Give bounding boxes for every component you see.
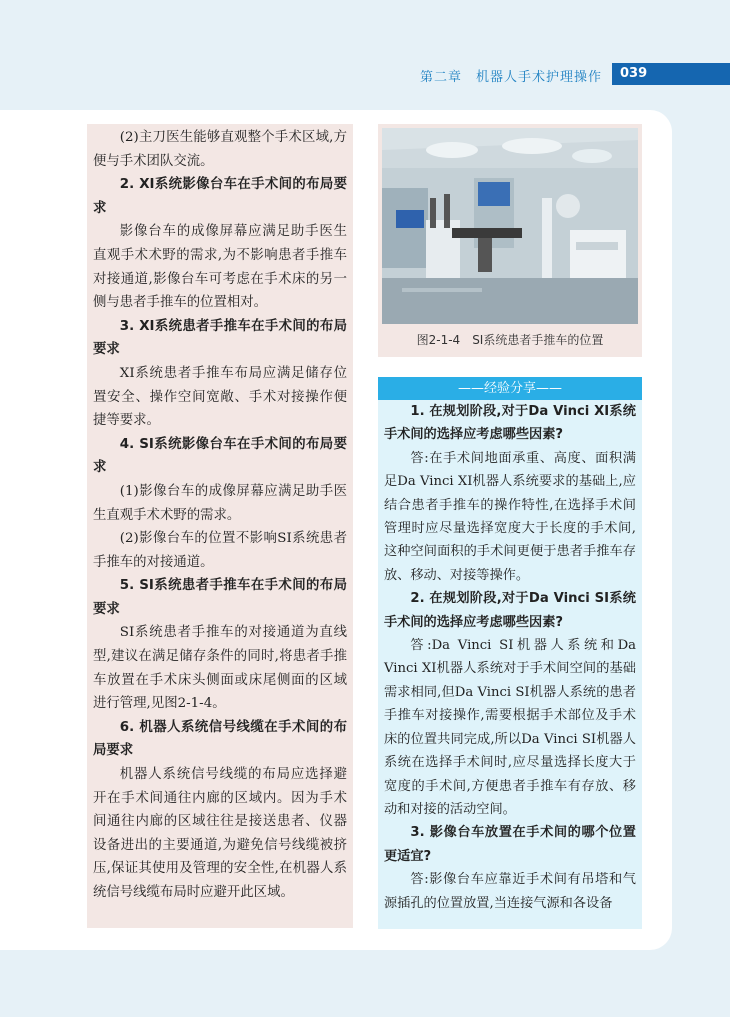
- page-header: [0, 0, 730, 110]
- paragraph: XI系统患者手推车布局应满足储存位置安全、操作空间宽敞、手术对接操作便捷等要求。: [93, 365, 347, 429]
- answer: 答:在手术间地面承重、高度、面积满足Da Vinci XI机器人系统要求的基础上,应结合患者手推车的操作特性,在选择手术间管理时应尽量选择宽度大于长度的手术间,这种空间面积的手术间更便于患者手推车存放、移动、对接等操作。: [384, 450, 636, 583]
- experience-title: ——经验分享——: [378, 377, 642, 400]
- chapter-title: 第二章 机器人手术护理操作: [419, 70, 602, 85]
- paragraph: (2)主刀医生能够直观整个手术区域,方便与手术团队交流。: [93, 130, 347, 169]
- experience-sharing-box: [378, 377, 642, 929]
- left-column: [87, 124, 353, 928]
- figure-2-1-4: [378, 124, 642, 357]
- paragraph: (1)影像台车的成像屏幕应满足助手医生直观手术术野的需求。: [93, 483, 347, 523]
- section-heading: 6. 机器人系统信号线缆在手术间的布局要求: [93, 719, 347, 759]
- question: 2. 在规划阶段,对于Da Vinci SI系统手术间的选择应考虑哪些因素?: [384, 591, 636, 630]
- section-heading: 3. XI系统患者手推车在手术间的布局要求: [93, 318, 347, 358]
- question: 3. 影像台车放置在手术间的哪个位置更适宜?: [384, 825, 636, 864]
- page-number: 039: [612, 63, 730, 85]
- answer: 答:Da Vinci SI机器人系统和Da Vinci XI机器人系统对于手术间空间的基础需求相同,但Da Vinci SI机器人系统的患者手推车对接操作,需要根据手术部位及手术床的位置共同完成,所以Da Vinci SI机器人系统在选择手术间时,应尽量选择长度大于宽度的手术间,方便患者手推车有存放、移动和对接的活动空间。: [384, 638, 636, 817]
- section-heading: 4. SI系统影像台车在手术间的布局要求: [93, 436, 347, 476]
- paragraph: 影像台车的成像屏幕应满足助手医生直观手术术野的需求,为不影响患者手推车对接通道,影像台车可考虑在手术床的另一侧与患者手推车的位置相对。: [93, 224, 347, 311]
- answer: 答:影像台车应靠近手术间有吊塔和气源插孔的位置放置,当连接气源和各设备: [384, 872, 636, 911]
- figure-caption: 图2-1-4 SI系统患者手推车的位置: [416, 333, 604, 347]
- operating-room-photo: [382, 128, 638, 324]
- question: 1. 在规划阶段,对于Da Vinci XI系统手术间的选择应考虑哪些因素?: [384, 404, 636, 443]
- section-heading: 5. SI系统患者手推车在手术间的布局要求: [93, 578, 347, 617]
- section-heading: 2. XI系统影像台车在手术间的布局要求: [93, 177, 347, 216]
- paragraph: (2)影像台车的位置不影响SI系统患者手推车的对接通道。: [93, 531, 347, 570]
- paragraph: SI系统患者手推车的对接通道为直线型,建议在满足储存条件的同时,将患者手推车放置在手术床头侧面或床尾侧面的区域进行管理,见图2-1-4。: [93, 625, 347, 712]
- paragraph: 机器人系统信号线缆的布局应选择避开在手术间通往内廊的区域内。因为手术间通往内廊的区域往往是接送患者、仪器设备进出的主要通道,为避免信号线缆被挤压,保证其使用及管理的安全性,在机器人系统信号线缆布局时应避开此区域。: [93, 767, 347, 900]
